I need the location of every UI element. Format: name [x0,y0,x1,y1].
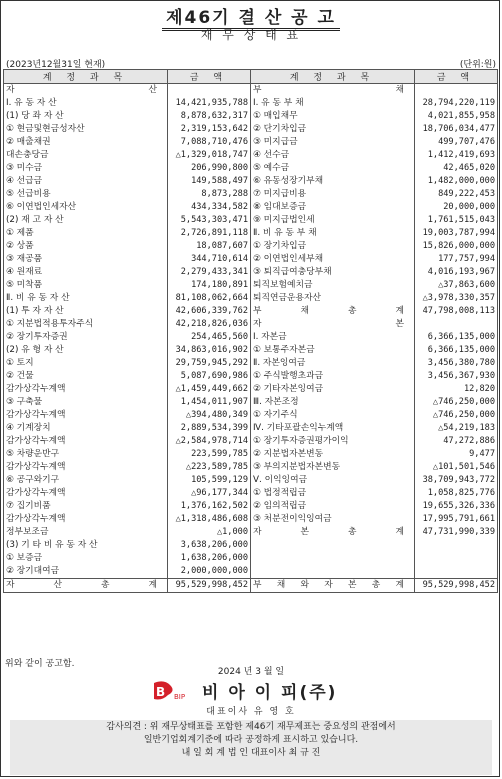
table-header-row [4,70,498,84]
account-cell-right: ① 법정적립금 [251,487,415,500]
account-cell-left: Ⅱ. 비 유 동 자 산 [4,292,168,305]
account-cell-left: ① 보증금 [4,552,168,565]
table-row [4,344,498,357]
account-cell-right [251,565,415,579]
amount-cell-right: 499,707,476 [415,136,498,149]
audit-line-1: 감사의견 : 위 재무상태표를 포함한 제46기 재무제표는 중요성의 관점에서 [106,722,396,732]
amount-cell-left: 95,529,998,452 [168,579,251,593]
amount-cell-right: 19,003,787,994 [415,227,498,240]
table-row [4,318,498,331]
amount-cell-left: △2,584,978,714 [168,435,251,448]
amount-cell-right: 3,456,367,930 [415,370,498,383]
table-row [4,448,498,461]
account-cell-left: (1) 당 좌 자 산 [4,110,168,123]
amount-cell-right: 6,366,135,000 [415,344,498,357]
account-cell-left: ① 제품 [4,227,168,240]
account-cell-left: ① 토지 [4,357,168,370]
amount-cell-right: 1,412,419,693 [415,149,498,162]
amount-cell-left: 2,319,153,642 [168,123,251,136]
table-row [4,97,498,110]
audit-line-3: 내 일 회 계 법 인 대표이사 최 규 진 [181,748,321,758]
account-cell-left: ⑤ 선급비용 [4,188,168,201]
account-cell-right: Ⅴ. 이익잉여금 [251,474,415,487]
amount-cell-right: 1,058,825,776 [415,487,498,500]
table-row [4,331,498,344]
amount-cell-left: △1,459,449,662 [168,383,251,396]
account-cell-left: 정부보조금 [4,526,168,539]
table-row [4,227,498,240]
amount-cell-right: 28,794,220,119 [415,97,498,110]
account-cell-right: Ⅲ. 자본조정 [251,396,415,409]
amount-cell-left: 42,218,826,036 [168,318,251,331]
account-cell-left: 감가상각누계액 [4,383,168,396]
svg-text:B: B [156,684,166,699]
amount-cell-left: 254,465,560 [168,331,251,344]
table-row [4,579,498,593]
header-account-left: 계 정 과 목 [4,70,168,84]
account-cell-right: Ⅰ. 자본금 [251,331,415,344]
account-cell-left: ⑥ 공구와기구 [4,474,168,487]
amount-cell-left: 105,599,129 [168,474,251,487]
amount-cell-right [415,552,498,565]
amount-cell-left: 8,873,288 [168,188,251,201]
account-cell-right: Ⅰ. 유 동 부 채 [251,97,415,110]
amount-cell-right: 15,826,000,000 [415,240,498,253]
account-cell-right: ① 매입채무 [251,110,415,123]
table-row [4,136,498,149]
table-row [4,565,498,579]
account-cell-left: ② 상품 [4,240,168,253]
table-row [4,279,498,292]
amount-cell-right: 47,272,886 [415,435,498,448]
account-cell-left: (1) 투 자 자 산 [4,305,168,318]
account-cell-right: ② 지분법자본변동 [251,448,415,461]
amount-cell-left [168,84,251,98]
table-row [4,201,498,214]
table-row [4,214,498,227]
account-cell-right: ④ 선수금 [251,149,415,162]
table-row [4,422,498,435]
account-cell-right: ① 주식발행초과금 [251,370,415,383]
account-cell-left: 감가상각누계액 [4,461,168,474]
amount-cell-left: 3,638,206,000 [168,539,251,552]
account-cell-left: ① 현금및현금성자산 [4,123,168,136]
account-cell-right [251,539,415,552]
amount-cell-right: 38,709,943,772 [415,474,498,487]
account-cell-left: (3) 기 타 비 유 동 자 산 [4,539,168,552]
account-cell-right: ③ 부의지분법자본변동 [251,461,415,474]
amount-cell-left: 7,088,710,476 [168,136,251,149]
amount-cell-right [415,565,498,579]
account-cell-left: ② 매출채권 [4,136,168,149]
account-cell-right: ③ 퇴직급여충당부채 [251,266,415,279]
amount-cell-right: 95,529,998,452 [415,579,498,593]
table-row [4,188,498,201]
amount-cell-right: 47,798,008,113 [415,305,498,318]
table-row [4,474,498,487]
account-cell-right: 퇴직보험예치금 [251,279,415,292]
account-cell-left: (2) 재 고 자 산 [4,214,168,227]
amount-cell-right: 42,465,020 [415,162,498,175]
account-cell-right: ⑧ 임대보증금 [251,201,415,214]
account-cell-left: ③ 재공품 [4,253,168,266]
audit-line-2: 일반기업회계기준에 따라 공정하게 표시하고 있습니다. [143,735,359,745]
table-row [4,253,498,266]
amount-cell-right [415,318,498,331]
amount-cell-left: 1,638,206,000 [168,552,251,565]
amount-cell-right: △746,250,000 [415,409,498,422]
amount-cell-left: 29,759,945,292 [168,357,251,370]
table-row [4,162,498,175]
account-cell-right: 퇴직연금운용자산 [251,292,415,305]
company-signature [150,678,337,703]
account-cell-right: ② 이연법인세부채 [251,253,415,266]
amount-cell-left: 5,543,303,471 [168,214,251,227]
table-row [4,409,498,422]
amount-cell-left: 2,000,000,000 [168,565,251,579]
amount-cell-right: △54,219,183 [415,422,498,435]
amount-cell-left: 149,588,497 [168,175,251,188]
table-row [4,513,498,526]
account-cell-right: 자 본 총 계 [251,526,415,539]
table-row [4,396,498,409]
account-cell-left: ⑥ 이연법인세자산 [4,201,168,214]
table-row [4,552,498,565]
account-cell-right: Ⅱ. 비 유 동 부 채 [251,227,415,240]
statement-title: 재 무 상 태 표 [200,28,302,42]
document-title: 제46기 결 산 공 고 [0,3,502,28]
amount-cell-left: △223,589,785 [168,461,251,474]
amount-cell-left: △1,318,486,608 [168,513,251,526]
table-row [4,149,498,162]
account-cell-left: ④ 선급금 [4,175,168,188]
amount-cell-left: 81,108,062,664 [168,292,251,305]
audit-opinion-box [10,720,492,775]
table-row [4,305,498,318]
amount-cell-right: 47,731,990,339 [415,526,498,539]
notice-text: 위와 같이 공고함. [5,659,75,669]
amount-cell-right: 1,761,515,043 [415,214,498,227]
amount-cell-left: 14,421,935,788 [168,97,251,110]
account-cell-right: ③ 미지급금 [251,136,415,149]
table-row [4,110,498,123]
account-cell-left: ⑤ 차량운반구 [4,448,168,461]
amount-cell-left: △394,480,349 [168,409,251,422]
header-account-right: 계 정 과 목 [251,70,415,84]
table-row [4,487,498,500]
amount-cell-left: 8,878,632,317 [168,110,251,123]
amount-cell-right: 4,016,193,967 [415,266,498,279]
amount-cell-right: 18,706,034,477 [415,123,498,136]
header-amount-left: 금 액 [168,70,251,84]
account-cell-right: 부 채 [251,84,415,98]
amount-cell-left: 2,889,534,399 [168,422,251,435]
notice-date: 2024 년 3 월 일 [217,667,285,677]
account-cell-left: 자 산 [4,84,168,98]
account-cell-left: ② 건물 [4,370,168,383]
amount-cell-right: 19,655,326,336 [415,500,498,513]
amount-cell-right [415,539,498,552]
amount-cell-right: 177,757,994 [415,253,498,266]
unit-label: (단위:원) [459,60,496,70]
amount-cell-right: 6,366,135,000 [415,331,498,344]
account-cell-left: ④ 기계장치 [4,422,168,435]
amount-cell-left: 18,087,607 [168,240,251,253]
amount-cell-left: 174,180,891 [168,279,251,292]
account-cell-left: ⑤ 미착품 [4,279,168,292]
table-row [4,266,498,279]
amount-cell-right: △3,978,330,357 [415,292,498,305]
table-row [4,357,498,370]
amount-cell-left: 2,726,891,118 [168,227,251,240]
account-cell-right: ② 기타자본잉여금 [251,383,415,396]
account-cell-right: 자 본 [251,318,415,331]
account-cell-left: ③ 구축물 [4,396,168,409]
ceo-name: 대표이사 유 영 호 [206,707,296,717]
amount-cell-left: △96,177,344 [168,487,251,500]
table-row [4,383,498,396]
account-cell-right: ① 장기투자증권평가이익 [251,435,415,448]
account-cell-right: Ⅳ. 기타포괄손익누계액 [251,422,415,435]
amount-cell-left: 223,599,785 [168,448,251,461]
table-row [4,175,498,188]
amount-cell-right: 9,477 [415,448,498,461]
table-row [4,461,498,474]
amount-cell-left: 206,990,800 [168,162,251,175]
amount-cell-right: 3,456,380,780 [415,357,498,370]
amount-cell-left: △1,329,018,747 [168,149,251,162]
account-cell-right: ② 임의적립금 [251,500,415,513]
account-cell-left: ④ 원재료 [4,266,168,279]
table-row [4,292,498,305]
account-cell-left: 자 산 총 계 [4,579,168,593]
svg-text:BIP: BIP [174,692,186,701]
account-cell-right: ① 장기차입금 [251,240,415,253]
header-amount-right: 금 액 [415,70,498,84]
account-cell-right: ① 보통주자본금 [251,344,415,357]
account-cell-left: ③ 미수금 [4,162,168,175]
table-row [4,240,498,253]
amount-cell-left: 1,376,162,502 [168,500,251,513]
amount-cell-right: 4,021,855,958 [415,110,498,123]
amount-cell-right: △37,863,600 [415,279,498,292]
account-cell-right: 부 채 와 자 본 총 계 [251,579,415,593]
account-cell-left: 감가상각누계액 [4,409,168,422]
account-cell-right: ⑥ 유동성장기부채 [251,175,415,188]
balance-sheet-table [3,69,498,593]
amount-cell-right: 20,000,000 [415,201,498,214]
amount-cell-left: 344,710,614 [168,253,251,266]
company-logo [150,679,196,703]
table-row [4,500,498,513]
account-cell-right: Ⅱ. 자본잉여금 [251,357,415,370]
table-row [4,84,498,98]
table-row [4,123,498,136]
account-cell-left: ② 장기대여금 [4,565,168,579]
account-cell-left: ① 지분법적용투자주식 [4,318,168,331]
table-row [4,435,498,448]
account-cell-right: ⑤ 예수금 [251,162,415,175]
amount-cell-left: 42,606,339,762 [168,305,251,318]
account-cell-right: ① 자기주식 [251,409,415,422]
account-cell-right [251,552,415,565]
amount-cell-left: 34,863,016,902 [168,344,251,357]
account-cell-left: 감가상각누계액 [4,435,168,448]
account-cell-left: 대손충당금 [4,149,168,162]
table-row [4,539,498,552]
amount-cell-right: △101,501,546 [415,461,498,474]
account-cell-left: (2) 유 형 자 산 [4,344,168,357]
amount-cell-right: 17,995,791,661 [415,513,498,526]
amount-cell-left: △1,000 [168,526,251,539]
amount-cell-right: 1,482,000,000 [415,175,498,188]
amount-cell-right [415,84,498,98]
amount-cell-right: △746,250,000 [415,396,498,409]
amount-cell-right: 12,820 [415,383,498,396]
balance-sheet-body [4,84,498,593]
company-name: 비 아 이 피(주) [202,683,338,703]
table-row [4,370,498,383]
account-cell-right: 부 채 총 계 [251,305,415,318]
account-cell-left: 감가상각누계액 [4,513,168,526]
amount-cell-left: 434,334,582 [168,201,251,214]
amount-cell-right: 849,222,453 [415,188,498,201]
account-cell-left: 감가상각누계액 [4,487,168,500]
amount-cell-left: 5,087,690,986 [168,370,251,383]
account-cell-left: Ⅰ. 유 동 자 산 [4,97,168,110]
account-cell-right: ③ 처분전이익잉여금 [251,513,415,526]
account-cell-right: ⑨ 미지급법인세 [251,214,415,227]
account-cell-right: ② 단기차입금 [251,123,415,136]
amount-cell-left: 1,454,011,907 [168,396,251,409]
account-cell-left: ② 장기투자증권 [4,331,168,344]
amount-cell-left: 2,279,433,341 [168,266,251,279]
account-cell-right: ⑦ 미지급비용 [251,188,415,201]
period-label: (2023년12월31일 현재) [6,60,106,70]
account-cell-left: ⑦ 집기비품 [4,500,168,513]
table-row [4,526,498,539]
